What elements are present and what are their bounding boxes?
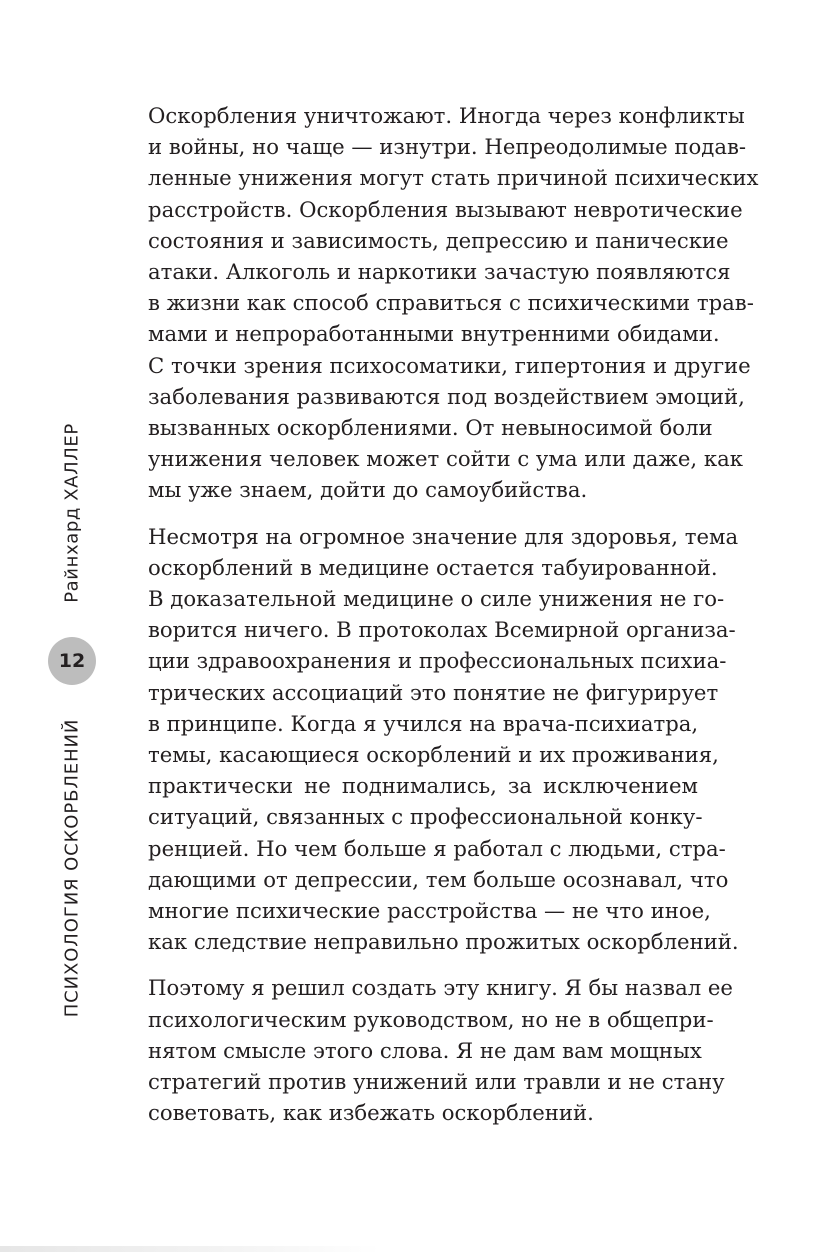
text-line: нятом смысле этого слова. Я не дам вам мощных: [148, 1037, 702, 1063]
text-line: расстройств. Оскорбления вызывают невротические: [148, 196, 743, 222]
paragraph-3: [148, 972, 733, 1128]
text-line: С точки зрения психосоматики, гипертония и другие: [148, 352, 751, 378]
body-text: [148, 100, 759, 1144]
text-line: в жизни как способ справиться с психическими трав-: [148, 290, 754, 316]
text-line: ции здравоохранения и профессиональных психиа-: [148, 648, 727, 674]
text-line: и войны, но чаще — изнутри. Непреодолимые подав-: [148, 134, 747, 160]
text-line: ситуаций, связанных с профессиональной конку-: [148, 804, 703, 830]
running-head-author: Райнхард ХАЛЛЕР: [61, 423, 83, 603]
text-line: атаки. Алкоголь и наркотики зачастую появляются: [148, 259, 731, 285]
text-line: темы, касающиеся оскорблений и их проживания,: [148, 742, 719, 768]
paragraph-2: [148, 521, 739, 958]
text-line: ленные унижения могут стать причиной психических: [148, 165, 759, 191]
text-line: практически не поднимались, за исключением: [148, 773, 698, 799]
page-number-badge: [48, 637, 96, 685]
text-line: ренцией. Но чем больше я работал с людьми, стра-: [148, 835, 726, 861]
text-line: многие психические расстройства — не что иное,: [148, 898, 711, 924]
text-line: состояния и зависимость, депрессию и панические: [148, 227, 729, 253]
running-head-book-title: ПСИХОЛОГИЯ ОСКОРБЛЕНИЙ: [61, 718, 83, 1018]
text-line: стратегий против унижений или травли и не стану: [148, 1069, 725, 1095]
paragraph-1: [148, 100, 759, 506]
text-line: дающими от депрессии, тем больше осознавал, что: [148, 866, 729, 892]
text-line: в принципе. Когда я учился на врача-психиатра,: [148, 710, 699, 736]
text-line: унижения человек может сойти с ума или даже, как: [148, 446, 743, 472]
text-line: психологическим руководством, но не в общепри-: [148, 1006, 714, 1032]
text-line: Поэтому я решил создать эту книгу. Я бы назвал ее: [148, 975, 733, 1001]
page-edge-shadow: [0, 1246, 380, 1252]
text-line: ворится ничего. В протоколах Всемирной организа-: [148, 617, 736, 643]
text-line: В доказательной медицине о силе унижения не го-: [148, 586, 725, 612]
text-line: как следствие неправильно прожитых оскорблений.: [148, 929, 739, 955]
text-line: мами и непроработанными внутренними обидами.: [148, 321, 720, 347]
text-line: советовать, как избежать оскорблений.: [148, 1100, 594, 1126]
text-line: заболевания развиваются под воздействием эмоций,: [148, 383, 745, 409]
text-line: вызванных оскорблениями. От невыносимой боли: [148, 415, 713, 441]
text-line: мы уже знаем, дойти до самоубийства.: [148, 477, 588, 503]
text-line: Несмотря на огромное значение для здоровья, тема: [148, 523, 739, 549]
text-line: оскорблений в медицине остается табуированной.: [148, 554, 718, 580]
page-number: 12: [58, 650, 86, 672]
text-line: Оскорбления уничтожают. Иногда через конфликты: [148, 103, 745, 128]
text-line: трических ассоциаций это понятие не фигурирует: [148, 679, 719, 705]
